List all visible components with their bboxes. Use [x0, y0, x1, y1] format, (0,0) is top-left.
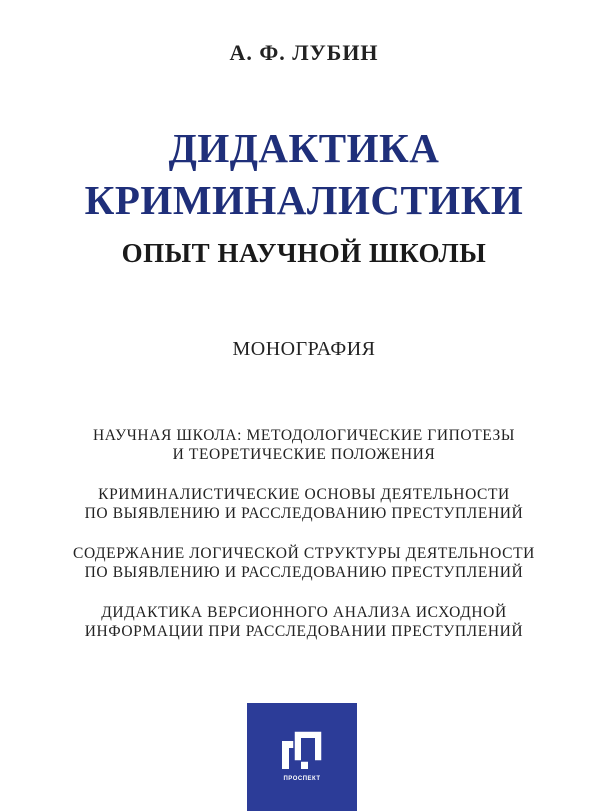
topic-item — [0, 485, 608, 523]
topic-line: ИНФОРМАЦИИ ПРИ РАССЛЕДОВАНИИ ПРЕСТУПЛЕНИЙ — [84, 623, 524, 640]
title-line-2: КРИМИНАЛИСТИКИ — [84, 177, 524, 223]
topic-line: ПО ВЫЯВЛЕНИЮ И РАССЛЕДОВАНИЮ ПРЕСТУПЛЕНИЙ — [84, 505, 524, 522]
topic-line: НАУЧНАЯ ШКОЛА: МЕТОДОЛОГИЧЕСКИЕ ГИПОТЕЗЫ — [92, 427, 516, 444]
topic-line: И ТЕОРЕТИЧЕСКИЕ ПОЛОЖЕНИЯ — [172, 446, 436, 463]
topic-line: ПО ВЫЯВЛЕНИЮ И РАССЛЕДОВАНИЮ ПРЕСТУПЛЕНИЙ — [84, 564, 524, 581]
topic-item — [0, 544, 608, 582]
subtitle: ОПЫТ НАУЧНОЙ ШКОЛЫ — [121, 238, 487, 268]
topic-line: ДИДАКТИКА ВЕРСИОННОГО АНАЛИЗА ИСХОДНОЙ — [101, 604, 507, 621]
publisher-logo-icon — [278, 729, 326, 771]
publisher-name: ПРОСПЕКТ — [283, 776, 321, 782]
title-line-1: ДИДАКТИКА — [168, 125, 440, 171]
topics-list — [0, 426, 608, 662]
author-name: А. Ф. ЛУБИН — [229, 40, 379, 65]
topic-item — [0, 426, 608, 464]
topic-item — [0, 603, 608, 641]
topic-line: КРИМИНАЛИСТИЧЕСКИЕ ОСНОВЫ ДЕЯТЕЛЬНОСТИ — [98, 486, 510, 503]
genre-label: МОНОГРАФИЯ — [232, 338, 376, 360]
topic-line: СОДЕРЖАНИЕ ЛОГИЧЕСКОЙ СТРУКТУРЫ ДЕЯТЕЛЬНОСТИ — [73, 545, 535, 562]
